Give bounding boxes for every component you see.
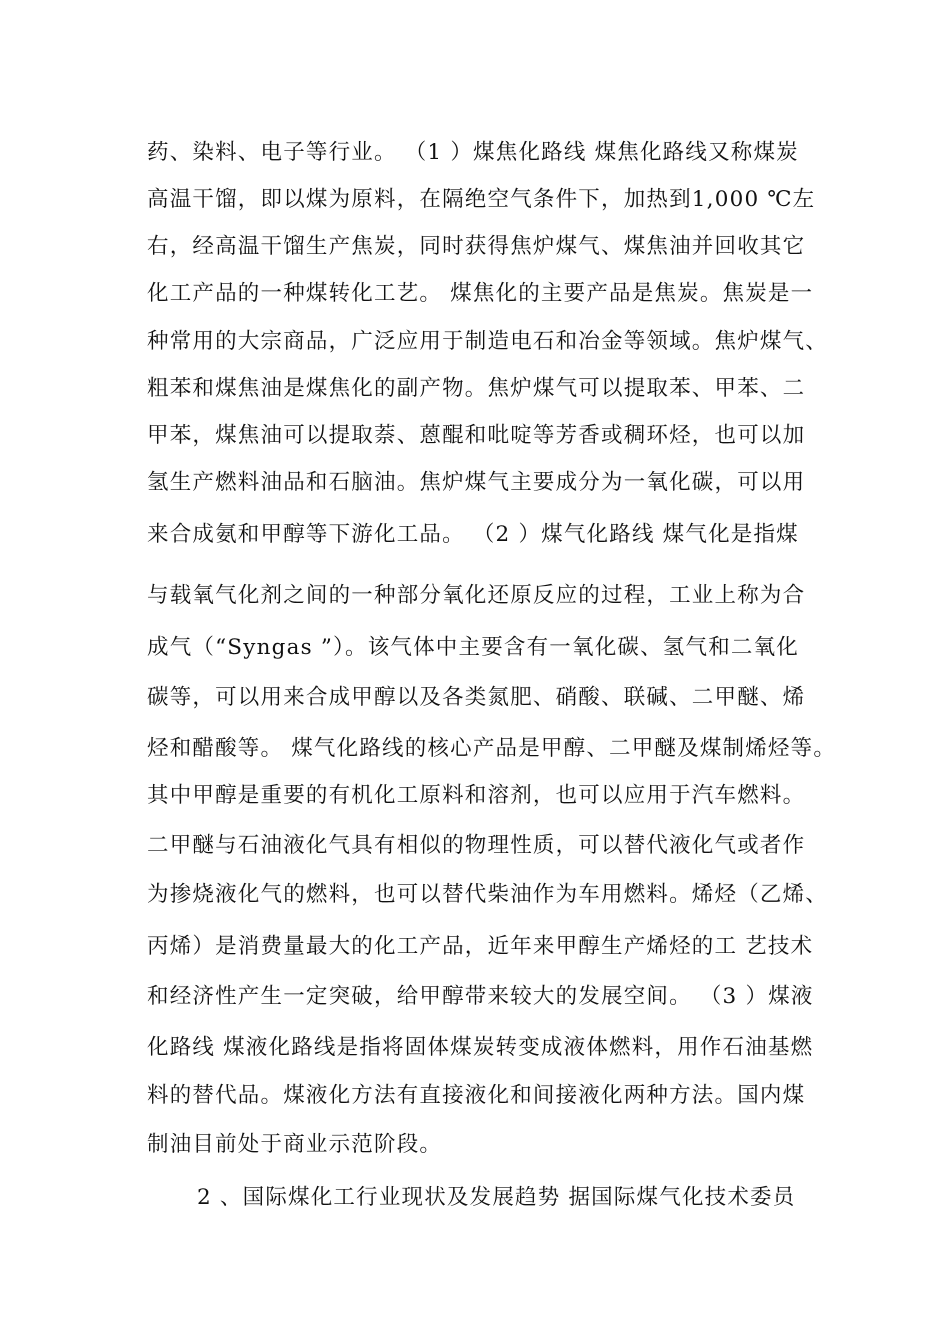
text-line: 碳等，可以用来合成甲醇以及各类氮肥、硝酸、联碱、二甲醚、烯 — [147, 685, 806, 710]
text-line: 为掺烧液化气的燃料，也可以替代柴油作为车用燃料。烯烃（乙烯、 — [147, 882, 829, 907]
text-line: 甲苯，煤焦油可以提取萘、蒽醌和吡啶等芳香或稠环烃，也可以加 — [147, 423, 806, 448]
text-line: 氢生产燃料油品和石脑油。焦炉煤气主要成分为一氧化碳，可以用 — [147, 470, 806, 495]
text-line: 丙烯）是消费量最大的化工产品，近年来甲醇生产烯烃的工 艺技术 — [147, 934, 814, 959]
text-line: 右，经高温干馏生产焦炭，同时获得焦炉煤气、煤焦油并回收其它 — [147, 234, 806, 259]
text-line: 药、染料、电子等行业。 （1 ）煤焦化路线 煤焦化路线又称煤炭 — [147, 140, 799, 165]
text-line: 料的替代品。煤液化方法有直接液化和间接液化两种方法。国内煤 — [147, 1083, 806, 1108]
text-line: 烃和醋酸等。 煤气化路线的核心产品是甲醇、二甲醚及煤制烯烃等。 — [147, 736, 837, 761]
text-line: 二甲醚与石油液化气具有相似的物理性质，可以替代液化气或者作 — [147, 833, 806, 858]
text-line: 化路线 煤液化路线是指将固体煤炭转变成液体燃料，用作石油基燃 — [147, 1035, 814, 1060]
text-line: 来合成氨和甲醇等下游化工品。 （2 ）煤气化路线 煤气化是指煤 — [147, 522, 799, 547]
text-line: 粗苯和煤焦油是煤焦化的副产物。焦炉煤气可以提取苯、甲苯、二 — [147, 376, 806, 401]
text-line: 成气（“Syngas ”）。该气体中主要含有一氧化碳、氢气和二氧化 — [147, 635, 800, 660]
section-heading-line: 2 、国际煤化工行业现状及发展趋势 据国际煤气化技术委员 — [197, 1185, 796, 1210]
text-line: 与载氧气化剂之间的一种部分氧化还原反应的过程，工业上称为合 — [147, 583, 806, 608]
text-line: 制油目前处于商业示范阶段。 — [147, 1132, 443, 1157]
text-line: 化工产品的一种煤转化工艺。 煤焦化的主要产品是焦炭。焦炭是一 — [147, 281, 814, 306]
text-line: 高温干馏，即以煤为原料，在隔绝空气条件下，加热到1,000 ℃左 — [147, 187, 816, 212]
text-line: 和经济性产生一定突破，给甲醇带来较大的发展空间。 （3 ）煤液 — [147, 984, 814, 1009]
text-line: 种常用的大宗商品，广泛应用于制造电石和冶金等领域。焦炉煤气、 — [147, 329, 829, 354]
text-line: 其中甲醇是重要的有机化工原料和溶剂，也可以应用于汽车燃料。 — [147, 783, 806, 808]
